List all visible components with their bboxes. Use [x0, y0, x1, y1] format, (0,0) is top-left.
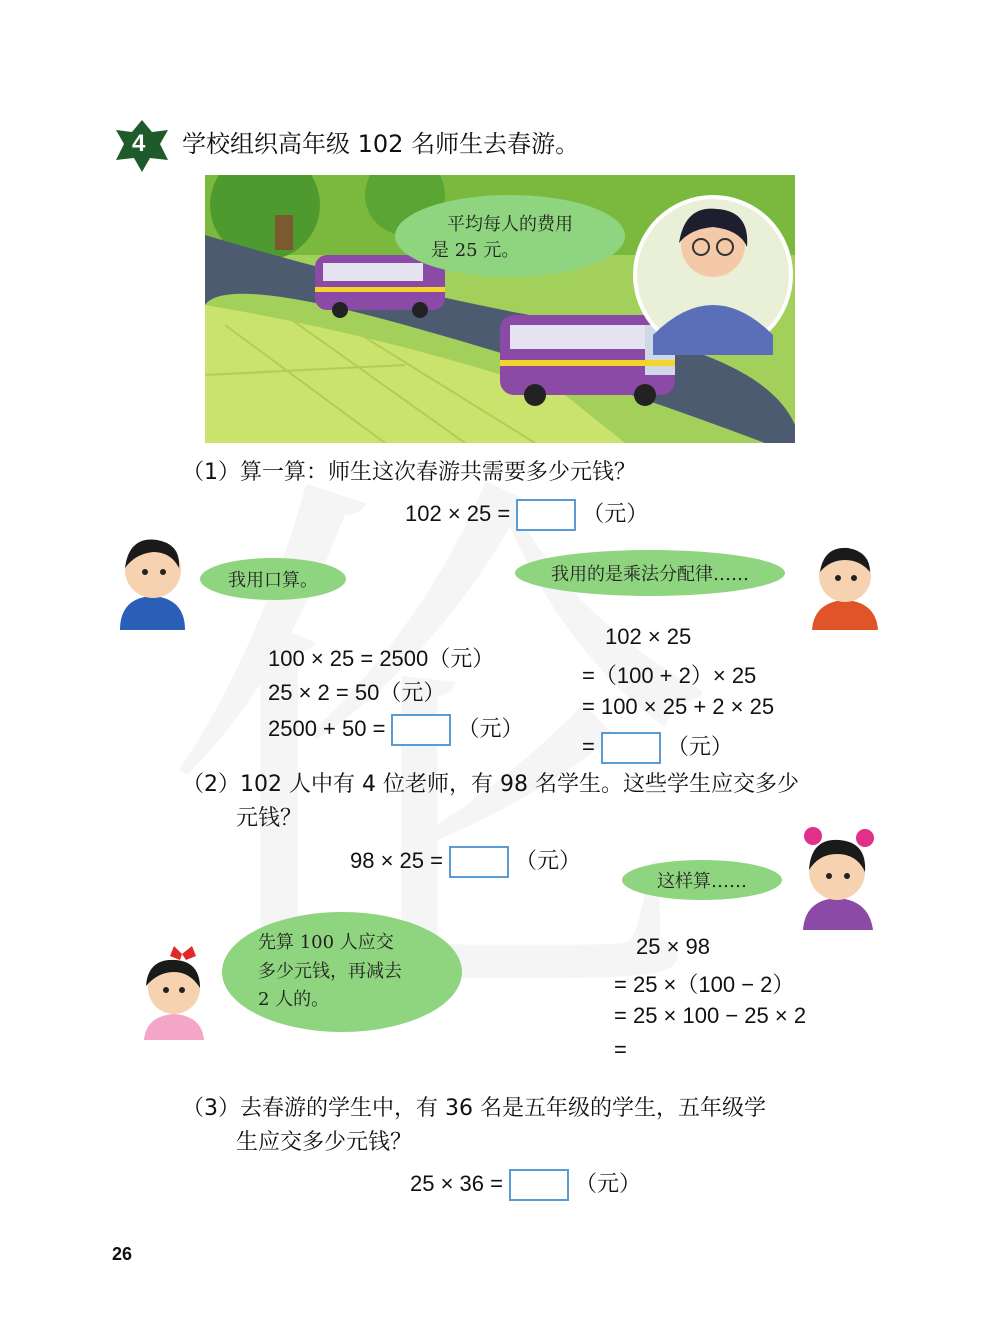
part1-equation — [405, 497, 648, 531]
part1-left-line3-text: 2500 + 50 = — [268, 716, 386, 741]
part1-right-line4 — [582, 730, 733, 764]
spring-trip-illustration — [205, 175, 795, 443]
part1-left-line2: 25 × 2 = 50（元） — [268, 680, 446, 705]
part2-right-line2: = 25 ×（100 − 2） — [614, 972, 795, 997]
part2-right-line3: = 25 × 100 − 25 × 2 — [614, 1003, 807, 1028]
problem-number: 4 — [132, 130, 146, 157]
boy-right-bubble: 我用的是乘法分配律…… — [515, 550, 785, 596]
part1-left-line1: 100 × 25 = 2500（元） — [268, 646, 495, 671]
page-number: 26 — [112, 1244, 133, 1264]
girl-left-bubble — [222, 912, 462, 1032]
part3-question-line2: 生应交多少元钱？ — [236, 1130, 413, 1155]
boy-left-bubble: 我用口算。 — [200, 558, 346, 600]
boy-avatar — [808, 540, 883, 630]
part2-equation-text: 98 × 25 = — [350, 848, 443, 873]
part3-unit: （元） — [574, 1171, 641, 1196]
girl-left-bubble-line3: 2 人的。 — [258, 989, 330, 1011]
girl-left-bubble-line1: 先算 100 人应交 — [258, 931, 394, 953]
part2-question-text: 102 人中有 4 位老师，有 98 名学生。这些学生应交多少 — [240, 772, 799, 797]
teacher-bubble-line2: 是 25 元。 — [431, 240, 520, 261]
part1-right-line4-text: = — [582, 734, 595, 759]
girl-avatar — [795, 820, 880, 930]
part1-label: （1） — [182, 460, 240, 485]
part2-answer-box[interactable] — [449, 846, 509, 878]
part1-right-unit: （元） — [666, 734, 733, 759]
part1-answer-box[interactable] — [516, 499, 576, 531]
part3-question-line1 — [182, 1096, 766, 1122]
part1-left-unit: （元） — [457, 716, 524, 741]
part1-right-line1: 102 × 25 — [605, 624, 692, 649]
leaf-badge-icon — [112, 116, 172, 176]
teacher-speech-bubble — [395, 195, 625, 277]
part1-question — [182, 460, 636, 486]
part1-left-line3 — [268, 712, 523, 746]
part2-equation — [350, 844, 581, 878]
bus-illustration — [315, 255, 445, 318]
part2-question-line1 — [182, 772, 799, 798]
part3-equation-text: 25 × 36 = — [410, 1171, 503, 1196]
problem-title: 学校组织高年级 102 名师生去春游。 — [182, 130, 580, 158]
part1-right-line3: = 100 × 25 + 2 × 25 — [582, 694, 775, 719]
part3-question-text: 去春游的学生中，有 36 名是五年级的学生，五年级学 — [240, 1096, 766, 1121]
girl-right-bubble: 这样算…… — [622, 860, 782, 900]
part3-answer-box[interactable] — [509, 1169, 569, 1201]
teacher-bubble-line1: 平均每人的费用 — [447, 214, 573, 235]
part3-equation — [410, 1167, 641, 1201]
part1-right-answer-box[interactable] — [601, 732, 661, 764]
girl-avatar — [130, 940, 215, 1040]
part1-left-answer-box[interactable] — [391, 714, 451, 746]
part2-right-line4: = — [614, 1037, 627, 1062]
girl-left-bubble-line2: 多少元钱，再减去 — [258, 960, 402, 982]
part1-unit: （元） — [582, 501, 649, 526]
part1-right-line2: =（100 + 2）× 25 — [582, 663, 757, 688]
part3-label: （3） — [182, 1096, 240, 1121]
part2-unit: （元） — [514, 848, 581, 873]
part2-label: （2） — [182, 772, 240, 797]
boy-avatar — [115, 530, 190, 630]
part1-question-text: 算一算：师生这次春游共需要多少元钱？ — [240, 460, 637, 485]
part1-equation-text: 102 × 25 = — [405, 501, 511, 526]
part2-right-line1: 25 × 98 — [636, 934, 711, 959]
part2-question-line2: 元钱？ — [236, 806, 303, 831]
